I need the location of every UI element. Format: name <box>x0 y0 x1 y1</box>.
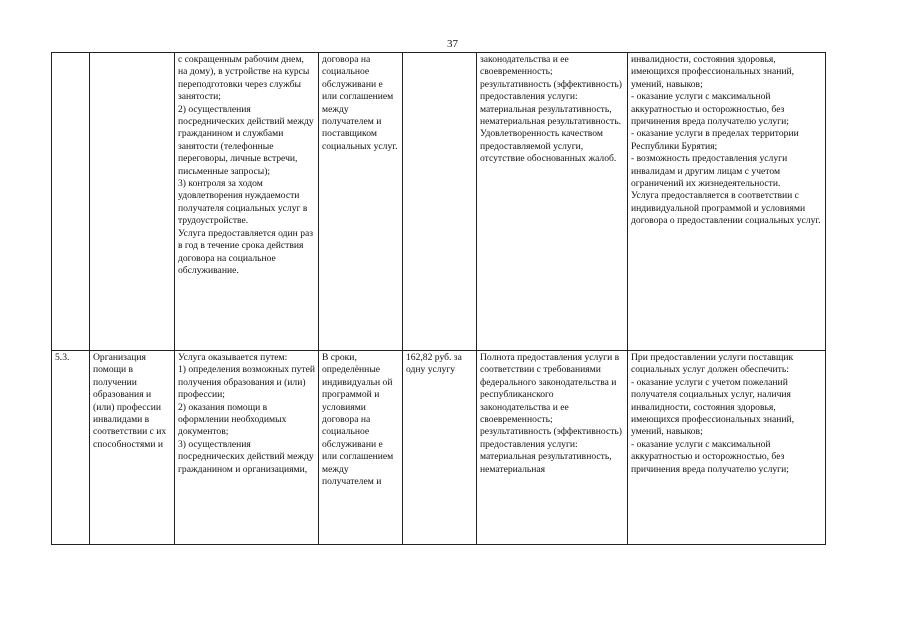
cell-price <box>403 53 477 351</box>
page-number: 37 <box>447 38 458 50</box>
cell-terms: договора на социальное обслуживани е или соглашением между получателем и поставщиком социальных услуг. <box>319 53 403 351</box>
cell-description: Услуга оказывается путем: 1) определения возможных путей получения образования и (или) профессии; 2) оказания помощи в оформлении необходимых документов; 3) осуществления посреднических действий между гражданином и организациями, <box>175 351 319 545</box>
cell-description: с сокращенным рабочим днем, на дому), в устройстве на курсы переподготовки через службы занятости; 2) осуществления посреднических действий между гражданином и службами занятости (телефонные переговоры, личные встречи, письменные запросы); 3) контроля за ходом удовлетворения нуждаемости получателя социальных услуг в трудоустройстве. Услуга предоставляется один раз в год в течение срока действия договора на социальное обслуживание. <box>175 53 319 351</box>
cell-conditions: При предоставлении услуги поставщик социальных услуг должен обеспечить: - оказание услуги с учетом пожеланий получателя социальных услуг, наличия инвалидности, состояния здоровья, имеющихся профессиональных знаний, умений, навыков; - оказание услуги с максимальной аккуратностью и осторожностью, без причинения вреда получателю услуги; <box>628 351 826 545</box>
table-row <box>52 351 826 545</box>
cell-conditions: инвалидности, состояния здоровья, имеющихся профессиональных знаний, умений, навыков; - оказание услуги с максимальной аккуратностью и осторожностью, без причинения вреда получателю услуги; - оказание услуги в пределах территории Республики Бурятия; - возможность предоставления услуги инвалидам и другим лицам с учетом ограничений их жизнедеятельности. Услуга предоставляется в соответствии с индивидуальной программой и условиями договора о предоставлении социальных услуг. <box>628 53 826 351</box>
services-table <box>51 52 826 545</box>
cell-number <box>52 53 90 351</box>
cell-price: 162,82 руб. за одну услугу <box>403 351 477 545</box>
cell-quality: законодательства и ее своевременность; результативность (эффективность) предоставления услуги: материальная результативность, нематериальная результативность. Удовлетворенность качеством предоставляемой услуги, отсутствие обоснованных жалоб. <box>477 53 628 351</box>
cell-number: 5.3. <box>52 351 90 545</box>
cell-service-name: Организация помощи в получении образования и (или) профессии инвалидами в соответствии с их способностями и <box>90 351 175 545</box>
cell-terms: В сроки, определённые индивидуальн ой программой и условиями договора на социальное обслуживани е или соглашением между получателем и <box>319 351 403 545</box>
cell-service-name <box>90 53 175 351</box>
table-row <box>52 53 826 351</box>
cell-quality: Полнота предоставления услуги в соответствии с требованиями федерального законодательства и республиканского законодательства и ее своевременность; результативность (эффективность) предоставления услуги: материальная результативность, нематериальная <box>477 351 628 545</box>
